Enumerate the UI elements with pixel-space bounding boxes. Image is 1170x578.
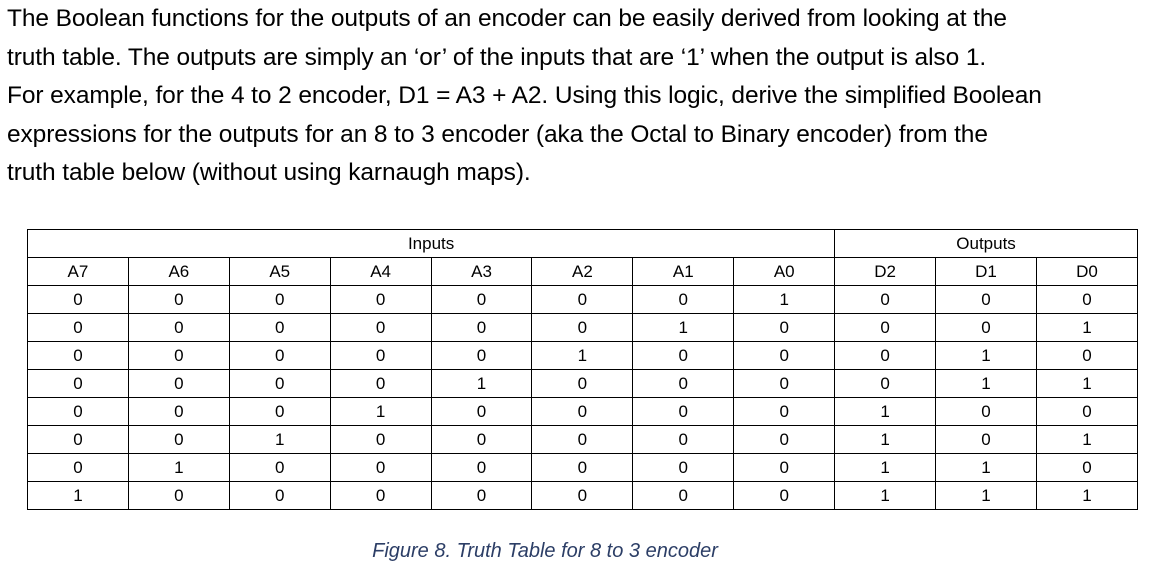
table-cell: 0 [330, 286, 431, 314]
table-cell: 0 [28, 454, 129, 482]
table-cell: 0 [633, 342, 734, 370]
column-header: A6 [128, 258, 229, 286]
table-cell: 1 [1036, 370, 1137, 398]
table-cell: 0 [229, 398, 330, 426]
table-cell: 0 [28, 398, 129, 426]
table-cell: 1 [835, 482, 936, 510]
column-header: D0 [1036, 258, 1137, 286]
paragraph-line: truth table. The outputs are simply an ‘or’ of the inputs that are ‘1’ when the output is also 1. [7, 43, 987, 71]
table-cell: 0 [431, 398, 532, 426]
paragraph-line: expressions for the outputs for an 8 to 3 encoder (aka the Octal to Binary encoder) from the [7, 120, 988, 148]
column-header: A1 [633, 258, 734, 286]
table-cell: 0 [532, 370, 633, 398]
table-cell: 0 [330, 314, 431, 342]
table-body [28, 286, 1138, 510]
table-row [28, 426, 1138, 454]
table-row [28, 286, 1138, 314]
table-cell: 0 [835, 314, 936, 342]
column-header: D1 [936, 258, 1037, 286]
table-row [28, 454, 1138, 482]
outputs-group-header: Outputs [835, 230, 1138, 258]
table-cell: 0 [431, 482, 532, 510]
table-cell: 0 [734, 370, 835, 398]
table-cell: 0 [1036, 454, 1137, 482]
table-cell: 0 [330, 370, 431, 398]
table-cell: 0 [936, 286, 1037, 314]
paragraph-line: For example, for the 4 to 2 encoder, D1 = A3 + A2. Using this logic, derive the simplified Boolean [7, 82, 1042, 109]
table-cell: 1 [128, 454, 229, 482]
table-cell: 0 [330, 454, 431, 482]
paragraph-line: The Boolean functions for the outputs of an encoder can be easily derived from looking at the [7, 5, 1007, 32]
table-cell: 0 [633, 398, 734, 426]
figure-caption: Figure 8. Truth Table for 8 to 3 encoder [372, 540, 718, 562]
column-header: A2 [532, 258, 633, 286]
table-cell: 0 [128, 398, 229, 426]
table-cell: 0 [1036, 398, 1137, 426]
table-cell: 0 [633, 286, 734, 314]
table-cell: 0 [734, 314, 835, 342]
table-cell: 1 [835, 454, 936, 482]
table-cell: 0 [431, 426, 532, 454]
column-header: A5 [229, 258, 330, 286]
table-cell: 0 [128, 370, 229, 398]
table-cell: 1 [330, 398, 431, 426]
table-cell: 1 [1036, 314, 1137, 342]
table-cell: 1 [936, 370, 1037, 398]
table-cell: 0 [431, 454, 532, 482]
table-row [28, 482, 1138, 510]
table-cell: 0 [1036, 286, 1137, 314]
table-cell: 0 [229, 370, 330, 398]
table-cell: 1 [532, 342, 633, 370]
table-cell: 0 [633, 426, 734, 454]
table-cell: 0 [734, 342, 835, 370]
table-cell: 0 [431, 342, 532, 370]
table-cell: 0 [734, 426, 835, 454]
table-cell: 0 [532, 286, 633, 314]
table-cell: 0 [532, 314, 633, 342]
table-cell: 0 [835, 286, 936, 314]
table-cell: 0 [28, 342, 129, 370]
table-cell: 0 [734, 482, 835, 510]
table-cell: 1 [431, 370, 532, 398]
column-header: A4 [330, 258, 431, 286]
table-cell: 1 [936, 482, 1037, 510]
table-cell: 0 [330, 342, 431, 370]
table-cell: 0 [229, 286, 330, 314]
table-cell: 0 [229, 482, 330, 510]
table-cell: 1 [28, 482, 129, 510]
table-cell: 0 [633, 370, 734, 398]
table-cell: 0 [330, 426, 431, 454]
table-header-row [28, 258, 1138, 286]
table-cell: 0 [128, 342, 229, 370]
table-cell: 0 [229, 314, 330, 342]
table-cell: 0 [330, 482, 431, 510]
table-cell: 0 [532, 482, 633, 510]
table-cell: 0 [28, 370, 129, 398]
table-cell: 0 [28, 314, 129, 342]
table-cell: 1 [835, 398, 936, 426]
table-row [28, 342, 1138, 370]
column-header: A7 [28, 258, 129, 286]
table-cell: 0 [128, 426, 229, 454]
table-row [28, 370, 1138, 398]
column-header: D2 [835, 258, 936, 286]
table-cell: 0 [936, 314, 1037, 342]
table-cell: 0 [633, 454, 734, 482]
table-row [28, 314, 1138, 342]
table-cell: 1 [1036, 426, 1137, 454]
inputs-group-header: Inputs [28, 230, 835, 258]
table-cell: 0 [835, 342, 936, 370]
table-cell: 1 [936, 454, 1037, 482]
table-cell: 1 [734, 286, 835, 314]
table-cell: 0 [633, 482, 734, 510]
table-cell: 0 [734, 454, 835, 482]
table-cell: 0 [1036, 342, 1137, 370]
table-group-header-row [28, 230, 1138, 258]
instruction-paragraph [7, 0, 1167, 193]
table-cell: 0 [128, 482, 229, 510]
table-cell: 0 [28, 286, 129, 314]
table-cell: 0 [835, 370, 936, 398]
table-cell: 0 [128, 286, 229, 314]
table-cell: 1 [633, 314, 734, 342]
table-cell: 0 [229, 342, 330, 370]
table-cell: 0 [431, 314, 532, 342]
table-cell: 0 [229, 454, 330, 482]
table-cell: 1 [835, 426, 936, 454]
table-cell: 0 [128, 314, 229, 342]
table-cell: 0 [532, 426, 633, 454]
table-cell: 1 [229, 426, 330, 454]
table-cell: 1 [1036, 482, 1137, 510]
table-cell: 0 [936, 426, 1037, 454]
table-cell: 0 [734, 398, 835, 426]
table-cell: 0 [431, 286, 532, 314]
table-cell: 1 [936, 342, 1037, 370]
paragraph-line: truth table below (without using karnaugh maps). [7, 159, 531, 186]
table-cell: 0 [28, 426, 129, 454]
table-row [28, 398, 1138, 426]
column-header: A0 [734, 258, 835, 286]
table-cell: 0 [936, 398, 1037, 426]
truth-table [27, 229, 1138, 510]
table-cell: 0 [532, 398, 633, 426]
table-cell: 0 [532, 454, 633, 482]
column-header: A3 [431, 258, 532, 286]
